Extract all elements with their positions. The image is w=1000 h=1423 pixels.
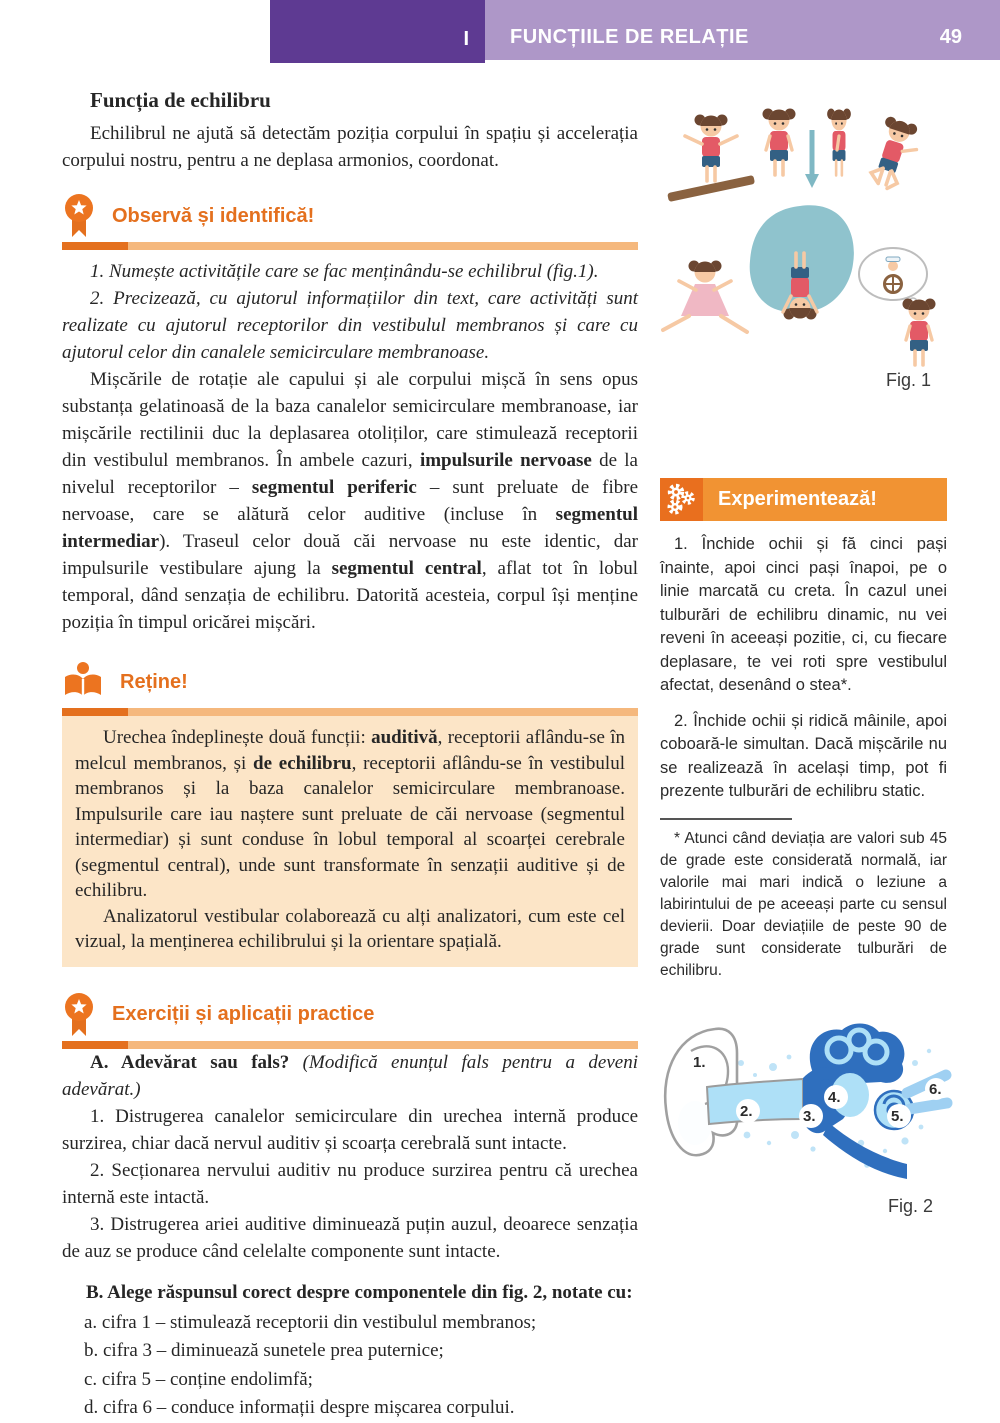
- medal-icon: [62, 193, 96, 239]
- sidebar-column: [655, 88, 947, 1268]
- experiment-banner: [660, 478, 947, 521]
- retine-box: [62, 716, 638, 967]
- retine-paragraph: Urechea îndeplinește două funcții: auditivă, receptorii aflându-se în melcul membranos, și de echilibru, receptorii aflându-se în vestibulul membranos și la baza canalelor semicirculare membranoase. Impulsurile care iau naștere sunt preluate de căi nervoase (segmentul intermediar) și sunt conduse în lobul temporal al scoarței cerebrale (segmentul central), unde sunt transformate în senzații auditive și de echilibru.: [75, 727, 625, 901]
- main-text-column: [62, 88, 638, 1423]
- gears-icon: [660, 478, 703, 521]
- section-title: Exerciții și aplicații practice: [112, 1003, 375, 1025]
- observe-item: 1. Numește activitățile care se fac menținându-se echilibrul (fig.1).: [90, 261, 599, 282]
- lesson-title: Funcția de echilibru: [90, 88, 271, 112]
- exercise-b-heading: B. Alege răspunsul corect despre componentele din fig. 2, notate cu:: [86, 1281, 633, 1303]
- experiment-box: [660, 478, 947, 982]
- chapter-title: FUNCȚIILE DE RELAȚIE: [510, 26, 749, 48]
- svg-text:5.: 5.: [891, 1108, 904, 1125]
- section-divider: [62, 242, 638, 250]
- observe-item: 2. Precizează, cu ajutorul informațiilor din text, care activități sunt realizate cu ajutorul receptorilor din vestibulul membranos și care cu ajutorul celor din canalele semicirculare membranoase.: [62, 288, 638, 363]
- svg-text:3.: 3.: [803, 1108, 816, 1125]
- reading-person-icon: [62, 661, 104, 703]
- footnote-rule: [660, 818, 792, 820]
- exercise-b-option: c. cifra 5 – conține endolimfă;: [84, 1368, 313, 1390]
- lesson-intro: Echilibrul ne ajută să detectăm poziția corpului în spațiu și accelerația corpului nostru, pentru a ne deplasa armonios, coordonat.: [62, 123, 638, 171]
- section-header-retine: [62, 660, 638, 704]
- exercise-a-item: 2. Secționarea nervului auditiv nu produce surzirea pentru că urechea internă este intactă.: [62, 1159, 638, 1208]
- exercise-b-option: d. cifra 6 – conduce informații despre mișcarea corpului.: [84, 1397, 515, 1418]
- experiment-step: 1. Închide ochii și fă cinci pași înainte, apoi cinci pași înapoi, pe o linie marcată cu creta. În cazul unei tulburări de echilibru dinamic, nu vei reveni în aceeași pozitie, ci, cu fiecare deplasare, te vei roti spre vestibulul afectat, desenând o stea*.: [660, 535, 947, 694]
- section-divider: [62, 1041, 638, 1049]
- page-number: 49: [939, 26, 962, 48]
- exercise-b-option: a. cifra 1 – stimulează receptorii din vestibulul membranos;: [84, 1311, 537, 1333]
- unit-number-block: [270, 0, 485, 63]
- figure-2-ear-diagram: [653, 1023, 948, 1190]
- scene-crouch-run: [866, 115, 924, 193]
- exercise-a-item: 1. Distrugerea canalelor semicirculare din urechea internă produce surzirea, chiar dacă nervul auditiv și scoarța cerebrală sunt intacte.: [62, 1105, 638, 1154]
- main-paragraph: Mișcările de rotație ale capului și ale corpului mișcă în sens opus substanța gelatinoasă de la baza canalelor semicirculare membranoase, iar mișcările rectilinii duc la deplasarea otoliților, care stimulează receptorii din vestibulul membranos. În ambele cazuri, impulsurile nervoase de la nivelul receptorilor – segmentul periferic – sunt preluate de fibre nervoase, care se alătură celor auditive (incluse în segmentul intermediar). Traseul celor două căi nervoase nu este identic, dar impulsurile vestibulare ajung la segmentul central, aflat tot în lobul temporal, dând senzația de echilibru. Datorită acesteia, corpul își menține poziția în timpul oricărei mișcări.: [62, 369, 638, 633]
- chapter-header-bar: [485, 0, 1000, 60]
- svg-text:6.: 6.: [929, 1081, 942, 1098]
- section-header-exercitii: [62, 993, 638, 1037]
- retine-paragraph: Analizatorul vestibular colaborează cu alți analizatori, cum este cel vizual, la menținerea echilibrului și la orientare spațială.: [75, 905, 625, 952]
- middle-inner-ear: [803, 1023, 947, 1179]
- exercise-a-heading: A. Adevărat sau fals? (Modifică enunțul fals pentru a deveni adevărat.): [62, 1051, 638, 1100]
- figure-1-illustration: [655, 88, 947, 371]
- experiment-footnote: * Atunci când deviația are valori sub 45 de grade este considerată normală, iar valorile mai mari indică o leziune a labirintului de pe aceeași parte cu sensul devierii. Doar deviațiile de peste 90 de grade sunt considerate tulburări de echilibru.: [660, 829, 947, 979]
- figure-1-caption: Fig. 1: [885, 370, 931, 390]
- unit-roman-numeral: I: [463, 28, 469, 50]
- exercise-a-item: 3. Distrugerea ariei auditive diminuează puțin auzul, deoarece senzația de auz se produce când celelalte componente sunt intacte.: [62, 1213, 638, 1262]
- experiment-title: Experimentează!: [718, 488, 877, 510]
- svg-text:4.: 4.: [828, 1089, 841, 1106]
- section-title: Reține!: [120, 670, 188, 693]
- section-header-observa: [62, 194, 638, 238]
- experiment-step: 2. Închide ochii și ridică mâinile, apoi coboară-le simultan. Dacă mișcările nu se realizează în același timp, pot fi prezente tulburări de echilibru static.: [660, 711, 947, 800]
- svg-text:2.: 2.: [740, 1103, 753, 1120]
- scene-handstand-water: [750, 205, 854, 319]
- section-divider: [62, 708, 638, 716]
- scene-balance-beam: [667, 115, 755, 203]
- scene-standing-front-side: [763, 109, 851, 189]
- figure-2-caption: Fig. 2: [887, 1196, 933, 1216]
- exercise-b-option: b. cifra 3 – diminuează sunetele prea puternice;: [84, 1340, 444, 1361]
- scene-thought-sailor: [859, 248, 936, 365]
- svg-text:1.: 1.: [693, 1054, 706, 1071]
- section-title: Observă și identifică!: [112, 204, 315, 227]
- scene-ballet-leap: [663, 261, 747, 333]
- medal-icon: [62, 992, 96, 1038]
